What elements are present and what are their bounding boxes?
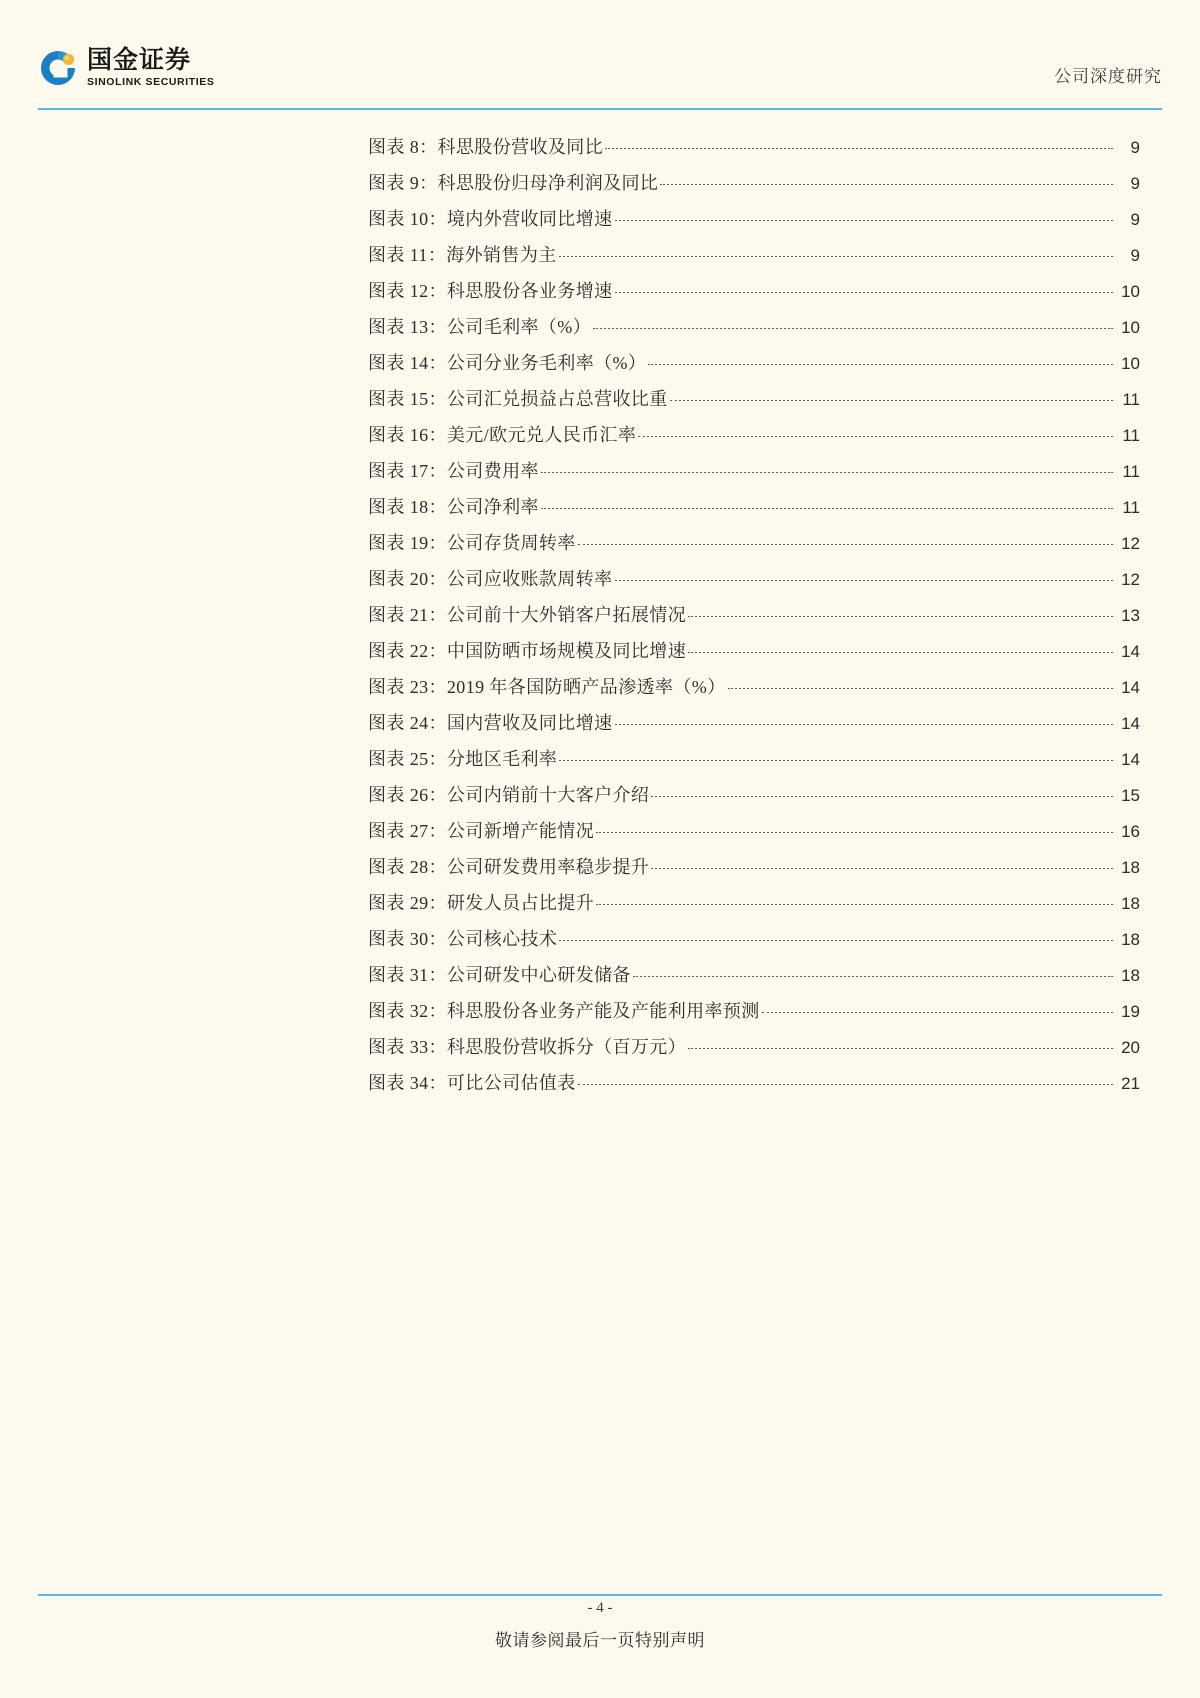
toc-leader-dots xyxy=(541,508,1113,509)
toc-entry-page: 10 xyxy=(1121,354,1140,373)
toc-leader-dots xyxy=(648,364,1113,365)
toc-entry-label: 图表 11：海外销售为主 xyxy=(368,245,557,265)
toc-leader-dots xyxy=(578,544,1113,545)
toc-entry[interactable] xyxy=(368,1069,1140,1105)
toc-entry-label: 图表 20：公司应收账款周转率 xyxy=(368,569,613,589)
toc-entry-label: 图表 23：2019 年各国防晒产品渗透率（%） xyxy=(368,677,726,697)
toc-leader-dots xyxy=(728,688,1113,689)
toc-entry[interactable] xyxy=(368,277,1140,313)
sinolink-logo-icon xyxy=(38,48,78,88)
toc-entry-label: 图表 17：公司费用率 xyxy=(368,461,539,481)
toc-entry[interactable] xyxy=(368,241,1140,277)
toc-entry-page: 9 xyxy=(1130,246,1140,265)
toc-entry-page: 14 xyxy=(1121,714,1140,733)
header-divider xyxy=(38,108,1162,110)
toc-entry-label: 图表 32：科思股份各业务产能及产能利用率预测 xyxy=(368,1001,760,1021)
toc-entry-label: 图表 22：中国防晒市场规模及同比增速 xyxy=(368,641,687,661)
toc-entry-page: 18 xyxy=(1121,858,1140,877)
toc-entry-page: 14 xyxy=(1121,642,1140,661)
table-of-contents xyxy=(368,133,1140,1105)
toc-entry-page: 13 xyxy=(1121,606,1140,625)
toc-entry[interactable] xyxy=(368,1033,1140,1069)
toc-leader-dots xyxy=(651,796,1113,797)
toc-entry[interactable] xyxy=(368,205,1140,241)
page-header xyxy=(38,40,1162,102)
toc-leader-dots xyxy=(593,328,1113,329)
toc-leader-dots xyxy=(559,256,1113,257)
toc-leader-dots xyxy=(651,868,1113,869)
footer-disclaimer: 敬请参阅最后一页特别声明 xyxy=(495,1631,705,1650)
toc-entry-page: 16 xyxy=(1121,822,1140,841)
toc-entry-page: 18 xyxy=(1121,930,1140,949)
toc-entry-label: 图表 18：公司净利率 xyxy=(368,497,539,517)
toc-entry-page: 9 xyxy=(1130,138,1140,157)
toc-leader-dots xyxy=(596,904,1113,905)
toc-entry[interactable] xyxy=(368,133,1140,169)
toc-entry-page: 9 xyxy=(1130,210,1140,229)
toc-entry[interactable] xyxy=(368,853,1140,889)
toc-entry-label: 图表 33：科思股份营收拆分（百万元） xyxy=(368,1037,687,1057)
toc-entry[interactable] xyxy=(368,421,1140,457)
page-number: - 4 - xyxy=(587,1600,613,1616)
logo-name-en: SINOLINK SECURITIES xyxy=(87,76,215,89)
toc-entry-page: 12 xyxy=(1121,534,1140,553)
toc-leader-dots xyxy=(688,1048,1113,1049)
toc-entry-page: 9 xyxy=(1130,174,1140,193)
toc-entry-label: 图表 10：境内外营收同比增速 xyxy=(368,209,613,229)
toc-entry-page: 21 xyxy=(1121,1074,1140,1093)
logo-name-cn: 国金证券 xyxy=(87,46,192,75)
toc-entry-label: 图表 19：公司存货周转率 xyxy=(368,533,576,553)
toc-entry[interactable] xyxy=(368,493,1140,529)
toc-entry-page: 14 xyxy=(1121,750,1140,769)
toc-leader-dots xyxy=(578,1084,1113,1085)
toc-leader-dots xyxy=(670,400,1113,401)
toc-entry-page: 11 xyxy=(1122,390,1140,409)
toc-leader-dots xyxy=(660,184,1113,185)
toc-entry-page: 18 xyxy=(1121,966,1140,985)
toc-entry[interactable] xyxy=(368,925,1140,961)
toc-entry-label: 图表 30：公司核心技术 xyxy=(368,929,558,949)
toc-entry-label: 图表 8：科思股份营收及同比 xyxy=(368,137,604,157)
toc-entry[interactable] xyxy=(368,637,1140,673)
toc-leader-dots xyxy=(762,1012,1113,1013)
toc-entry-label: 图表 29：研发人员占比提升 xyxy=(368,893,595,913)
toc-entry[interactable] xyxy=(368,565,1140,601)
toc-entry[interactable] xyxy=(368,997,1140,1033)
toc-leader-dots xyxy=(541,472,1113,473)
toc-entry-label: 图表 26：公司内销前十大客户介绍 xyxy=(368,785,650,805)
toc-leader-dots xyxy=(559,940,1113,941)
company-logo xyxy=(38,48,215,88)
toc-entry-page: 10 xyxy=(1121,282,1140,301)
toc-entry-page: 12 xyxy=(1121,570,1140,589)
toc-entry-page: 19 xyxy=(1121,1002,1140,1021)
toc-entry[interactable] xyxy=(368,457,1140,493)
toc-entry-label: 图表 27：公司新增产能情况 xyxy=(368,821,595,841)
toc-entry[interactable] xyxy=(368,781,1140,817)
toc-entry-label: 图表 14：公司分业务毛利率（%） xyxy=(368,353,647,373)
toc-leader-dots xyxy=(615,580,1114,581)
toc-entry[interactable] xyxy=(368,313,1140,349)
toc-entry-label: 图表 28：公司研发费用率稳步提升 xyxy=(368,857,650,877)
toc-entry-page: 20 xyxy=(1121,1038,1140,1057)
toc-entry[interactable] xyxy=(368,817,1140,853)
toc-entry[interactable] xyxy=(368,385,1140,421)
toc-entry-page: 11 xyxy=(1122,498,1140,517)
toc-entry-page: 18 xyxy=(1121,894,1140,913)
toc-entry-label: 图表 34：可比公司估值表 xyxy=(368,1073,576,1093)
toc-leader-dots xyxy=(615,220,1114,221)
footer-divider xyxy=(38,1594,1162,1596)
toc-entry[interactable] xyxy=(368,673,1140,709)
toc-leader-dots xyxy=(615,724,1114,725)
toc-entry-label: 图表 21：公司前十大外销客户拓展情况 xyxy=(368,605,687,625)
toc-leader-dots xyxy=(688,616,1113,617)
toc-entry[interactable] xyxy=(368,889,1140,925)
toc-entry[interactable] xyxy=(368,601,1140,637)
toc-leader-dots xyxy=(559,760,1113,761)
toc-entry-label: 图表 16：美元/欧元兑人民币汇率 xyxy=(368,425,637,445)
toc-leader-dots xyxy=(605,148,1113,149)
toc-entry[interactable] xyxy=(368,745,1140,781)
toc-entry-label: 图表 12：科思股份各业务增速 xyxy=(368,281,613,301)
toc-entry-label: 图表 15：公司汇兑损益占总营收比重 xyxy=(368,389,668,409)
toc-entry-page: 11 xyxy=(1122,426,1140,445)
document-category: 公司深度研究 xyxy=(1054,67,1162,86)
toc-entry-label: 图表 25：分地区毛利率 xyxy=(368,749,558,769)
logo-wordmark xyxy=(87,48,215,88)
toc-entry-page: 15 xyxy=(1121,786,1140,805)
toc-entry-label: 图表 9：科思股份归母净利润及同比 xyxy=(368,173,659,193)
toc-leader-dots xyxy=(638,436,1113,437)
toc-leader-dots xyxy=(688,652,1113,653)
toc-entry[interactable] xyxy=(368,961,1140,997)
toc-entry-label: 图表 24：国内营收及同比增速 xyxy=(368,713,613,733)
toc-entry-label: 图表 31：公司研发中心研发储备 xyxy=(368,965,631,985)
toc-entry-page: 10 xyxy=(1121,318,1140,337)
toc-entry[interactable] xyxy=(368,349,1140,385)
toc-entry-label: 图表 13：公司毛利率（%） xyxy=(368,317,592,337)
toc-leader-dots xyxy=(596,832,1113,833)
toc-leader-dots xyxy=(633,976,1113,977)
toc-entry[interactable] xyxy=(368,529,1140,565)
toc-entry[interactable] xyxy=(368,709,1140,745)
toc-entry-page: 14 xyxy=(1121,678,1140,697)
toc-leader-dots xyxy=(615,292,1114,293)
toc-entry[interactable] xyxy=(368,169,1140,205)
toc-entry-page: 11 xyxy=(1122,462,1140,481)
